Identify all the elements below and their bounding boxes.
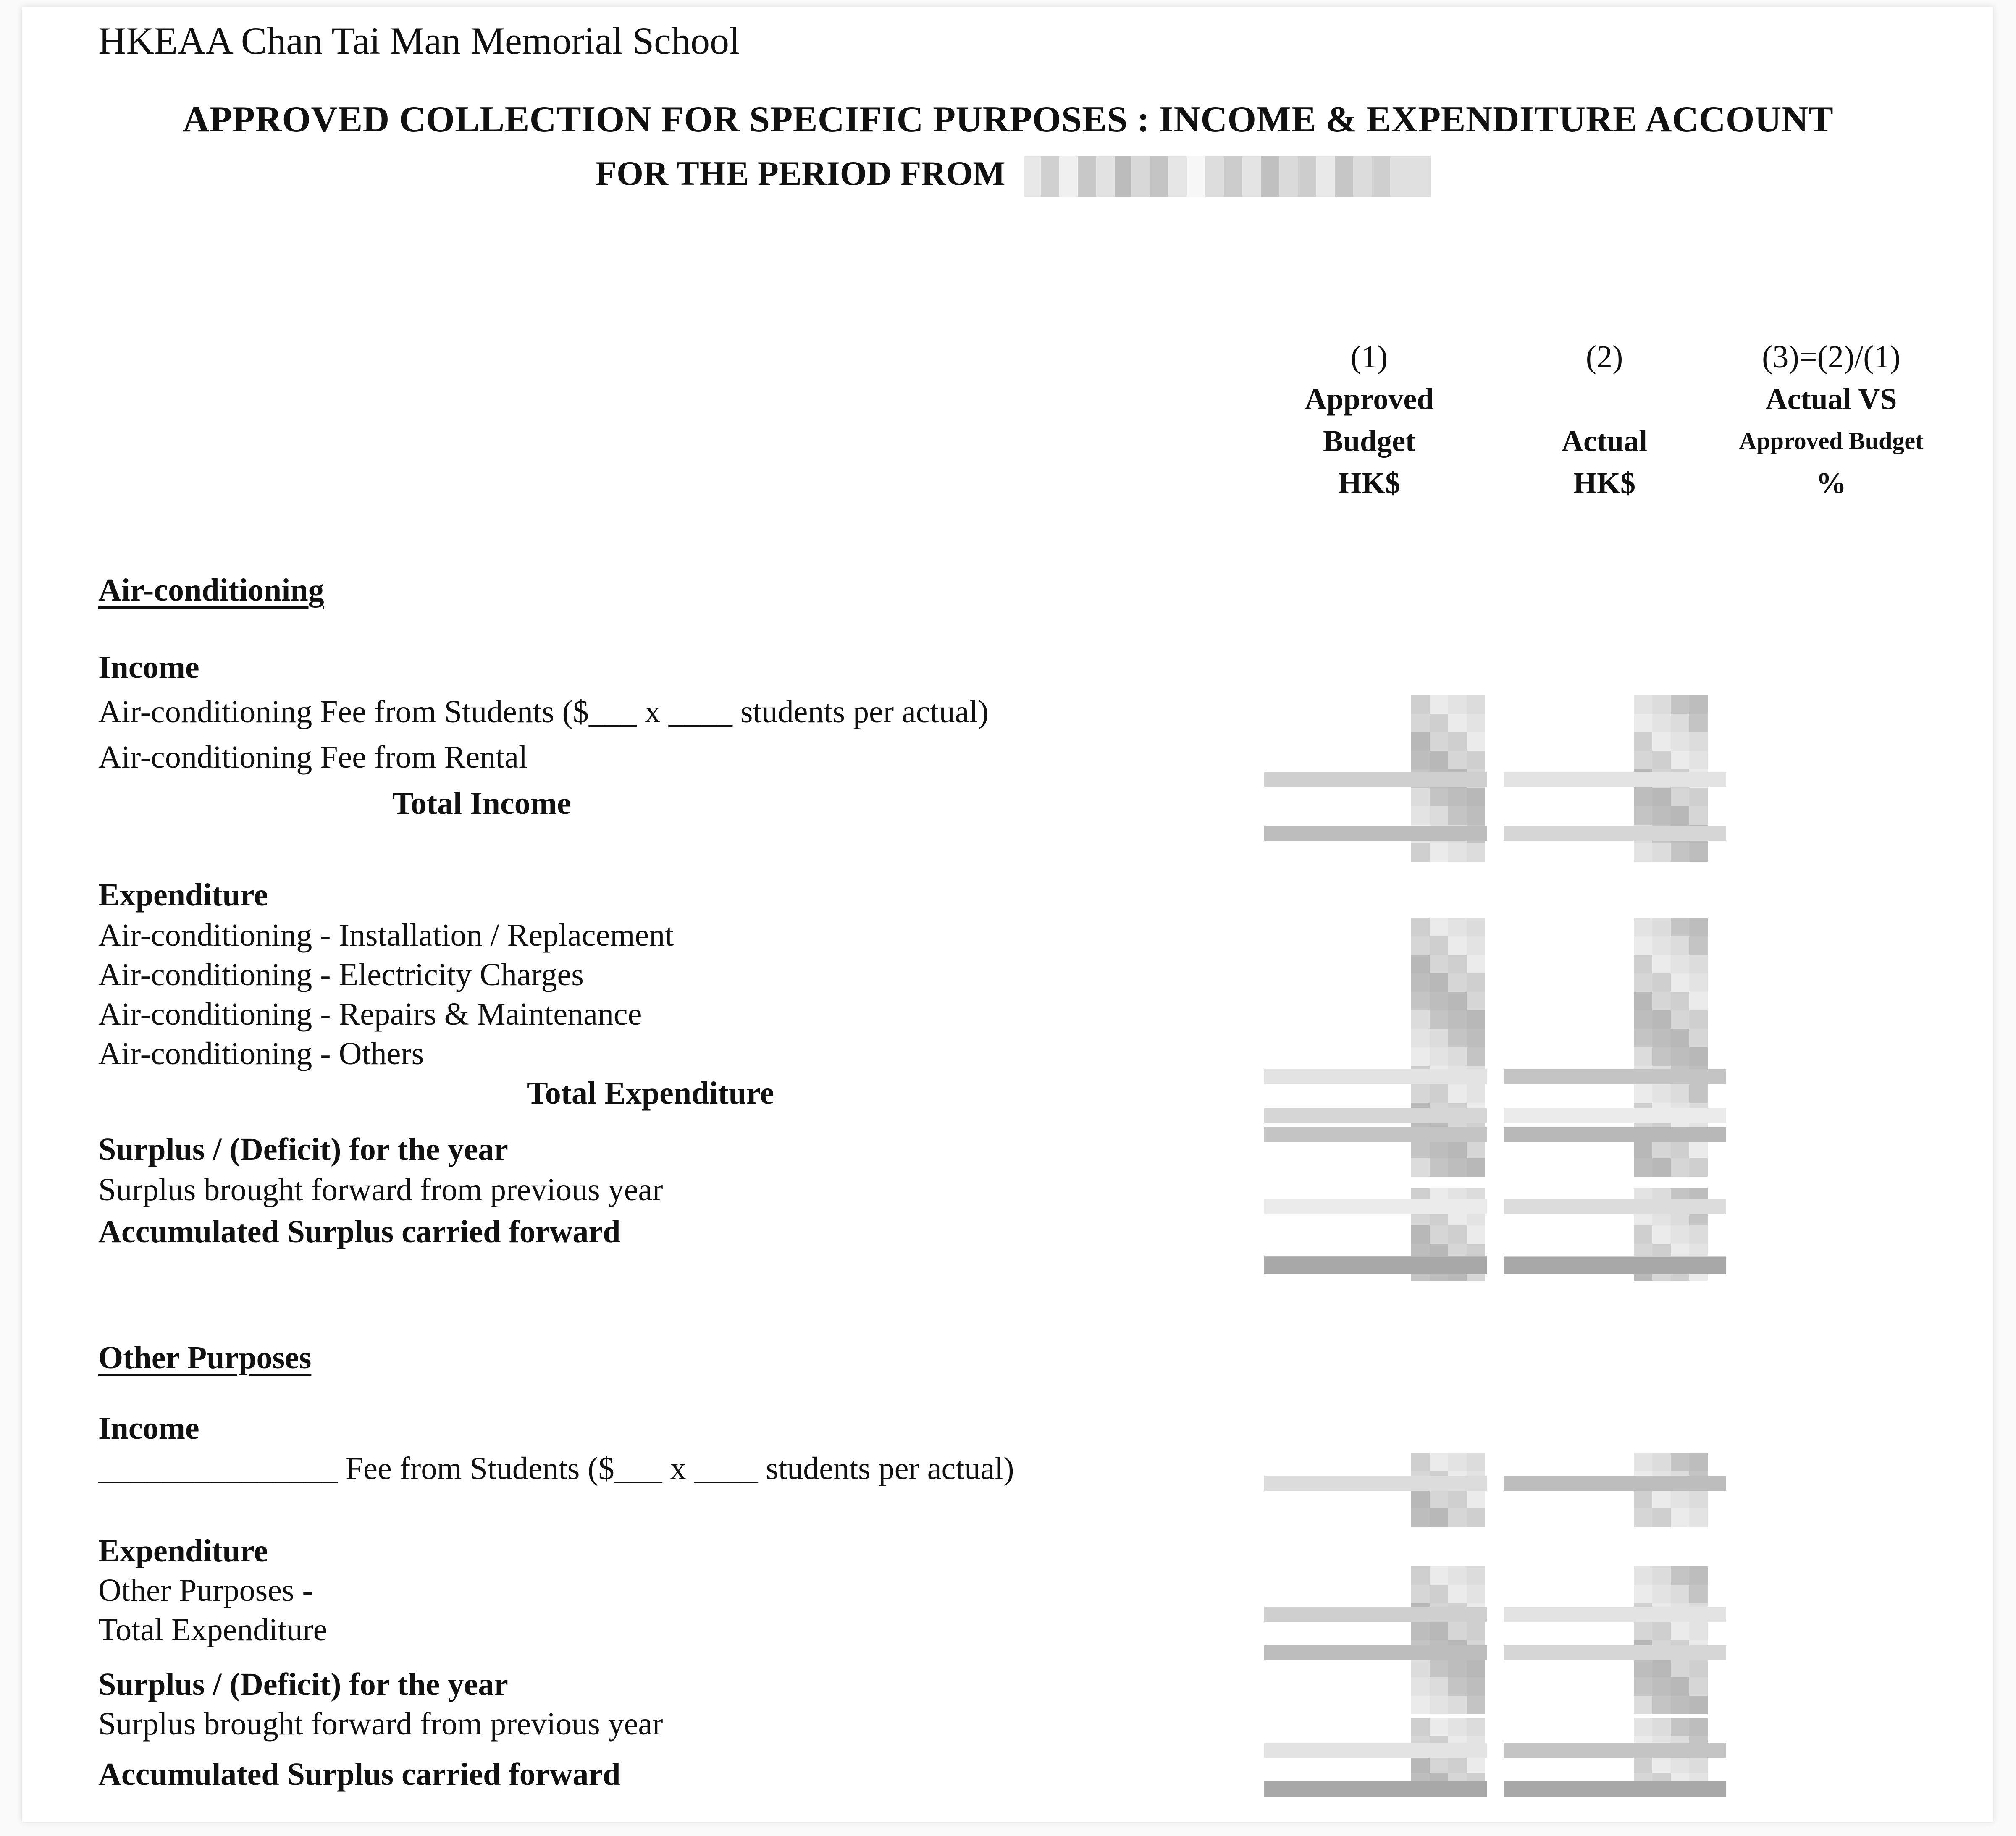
redacted-amount-pixel: [1634, 1677, 1652, 1696]
redacted-amount-pixel: [1430, 1718, 1448, 1736]
redacted-rule-pixel: [1264, 772, 1487, 787]
redacted-amount-pixel: [1430, 732, 1448, 751]
redacted-amount-pixel: [1448, 1696, 1467, 1714]
redacted-double-rule: [1504, 1781, 1726, 1797]
redacted-amount-pixel: [1652, 806, 1671, 825]
redacted-amount-pixel: [1671, 714, 1689, 732]
redacted-amount-pixel: [1448, 1010, 1467, 1029]
redacted-amount-pixel: [1448, 695, 1467, 714]
redacted-amount-pixel: [1652, 992, 1671, 1010]
redacted-amount-pixel: [1448, 1140, 1467, 1158]
redacted-amount-pixel: [1689, 1047, 1708, 1066]
redacted-amount-pixel: [1430, 1566, 1448, 1585]
redacted-amount-pixel: [1689, 1490, 1708, 1508]
redacted-amount-pixel: [1634, 695, 1652, 714]
redacted-amount-pixel: [1448, 1453, 1467, 1471]
column-header-actual: (2) Actual HK$: [1562, 339, 1647, 500]
redacted-double-rule: [1504, 1257, 1726, 1274]
redacted-rule-pixel: [1504, 1607, 1726, 1622]
redacted-amount-pixel: [1467, 1084, 1485, 1103]
redacted-amount-pixel: [1411, 1010, 1430, 1029]
redacted-amount-pixel: [1467, 1718, 1485, 1736]
redacted-amount-pixel: [1689, 751, 1708, 769]
redacted-double-rule: [1264, 1781, 1487, 1797]
redacted-amount-pixel: [1448, 806, 1467, 825]
redacted-amount-pixel: [1467, 992, 1485, 1010]
surplus-deficit-label: Surplus / (Deficit) for the year: [98, 1132, 508, 1167]
redacted-amount-pixel: [1430, 1453, 1448, 1471]
redacted-amount-pixel: [1652, 936, 1671, 955]
redacted-amount-pixel: [1634, 1622, 1652, 1640]
redacted-amount-pixel: [1467, 1029, 1485, 1047]
redacted-amount-pixel: [1634, 806, 1652, 825]
redacted-amount-pixel: [1652, 1677, 1671, 1696]
redacted-amount-pixel: [1671, 1566, 1689, 1585]
redacted-amount-pixel: [1634, 1029, 1652, 1047]
redacted-amount-pixel: [1634, 1140, 1652, 1158]
redacted-amount-pixel: [1634, 1696, 1652, 1714]
redacted-amount-pixel: [1671, 1718, 1689, 1736]
redacted-rule-pixel: [1504, 1127, 1726, 1142]
redacted-amount-pixel: [1448, 1659, 1467, 1677]
redacted-amount-pixel: [1689, 1508, 1708, 1527]
redacted-amount-pixel: [1689, 973, 1708, 992]
redacted-amount-pixel: [1430, 1677, 1448, 1696]
income-heading: Income: [98, 650, 200, 685]
redacted-amount-pixel: [1671, 1490, 1689, 1508]
total-expenditure-label: Total Expenditure: [527, 1075, 774, 1111]
expenditure-item: Air-conditioning - Electricity Charges: [98, 957, 584, 992]
redacted-amount-pixel: [1634, 751, 1652, 769]
redacted-amount-pixel: [1652, 1010, 1671, 1029]
redacted-amount-pixel: [1467, 1453, 1485, 1471]
redacted-amount-pixel: [1467, 1490, 1485, 1508]
redacted-amount-pixel: [1467, 1659, 1485, 1677]
redacted-amount-pixel: [1448, 788, 1467, 806]
redacted-amount-pixel: [1634, 918, 1652, 936]
redacted-amount-pixel: [1430, 806, 1448, 825]
redacted-amount-pixel: [1448, 1029, 1467, 1047]
redacted-amount-pixel: [1467, 936, 1485, 955]
redacted-rule-pixel: [1504, 826, 1726, 841]
redacted-amount-pixel: [1689, 936, 1708, 955]
redacted-amount-pixel: [1689, 1453, 1708, 1471]
redacted-amount-pixel: [1689, 732, 1708, 751]
redacted-amount-pixel: [1467, 751, 1485, 769]
redacted-rule-pixel: [1264, 1743, 1487, 1758]
redacted-amount-pixel: [1467, 1010, 1485, 1029]
redacted-amount-pixel: [1634, 1158, 1652, 1177]
redacted-amount-pixel: [1411, 1677, 1430, 1696]
redacted-amount-pixel: [1634, 1047, 1652, 1066]
redacted-rule-pixel: [1504, 772, 1726, 787]
redacted-amount-pixel: [1430, 1508, 1448, 1527]
report-title: APPROVED COLLECTION FOR SPECIFIC PURPOSES : INCOME & EXPENDITURE ACCOUNT: [182, 99, 1834, 140]
redacted-rule-pixel: [1264, 1645, 1487, 1660]
redacted-amount-pixel: [1430, 788, 1448, 806]
redacted-amount-pixel: [1652, 1659, 1671, 1677]
column-header-actual-vs-budget: (3)=(2)/(1) Actual VS Approved Budget %: [1739, 339, 1924, 500]
income-item-fee-from-students: Air-conditioning Fee from Students ($___ x ____ students per actual): [98, 694, 989, 729]
redacted-amount-pixel: [1652, 843, 1671, 862]
redacted-amount-pixel: [1652, 1622, 1671, 1640]
redacted-amount-pixel: [1448, 843, 1467, 862]
redacted-amount-pixel: [1411, 955, 1430, 973]
redacted-amount-pixel: [1448, 1158, 1467, 1177]
redacted-amount-pixel: [1448, 732, 1467, 751]
redacted-amount-pixel: [1634, 1453, 1652, 1471]
redacted-amount-pixel: [1467, 973, 1485, 992]
redacted-amount-pixel: [1430, 1029, 1448, 1047]
redacted-amount-pixel: [1671, 806, 1689, 825]
redacted-amount-pixel: [1634, 955, 1652, 973]
redacted-amount-pixel: [1467, 1677, 1485, 1696]
redacted-rule-pixel: [1264, 1127, 1487, 1142]
redacted-amount-pixel: [1689, 1010, 1708, 1029]
redacted-double-rule: [1264, 1257, 1487, 1274]
redacted-amount-pixel: [1448, 918, 1467, 936]
redacted-rule-pixel: [1504, 1199, 1726, 1214]
other-expenditure-item: Other Purposes -: [98, 1573, 313, 1608]
redacted-amount-pixel: [1411, 1659, 1430, 1677]
redacted-amount-pixel: [1467, 1696, 1485, 1714]
redacted-amount-pixel: [1467, 1622, 1485, 1640]
other-income-heading: Income: [98, 1411, 200, 1446]
redacted-amount-pixel: [1467, 788, 1485, 806]
redacted-amount-pixel: [1448, 1084, 1467, 1103]
redacted-amount-pixel: [1671, 1677, 1689, 1696]
total-income-label: Total Income: [392, 786, 571, 821]
redacted-amount-pixel: [1671, 1585, 1689, 1603]
redacted-period-dates: [1024, 156, 1431, 197]
redacted-amount-pixel: [1671, 751, 1689, 769]
income-item-fee-from-rental: Air-conditioning Fee from Rental: [98, 740, 528, 775]
redacted-amount-pixel: [1671, 1084, 1689, 1103]
redacted-amount-pixel: [1430, 992, 1448, 1010]
redacted-amount-pixel: [1652, 751, 1671, 769]
redacted-amount-pixel: [1467, 955, 1485, 973]
redacted-amount-pixel: [1652, 732, 1671, 751]
redacted-amount-pixel: [1467, 843, 1485, 862]
redacted-amount-pixel: [1652, 1585, 1671, 1603]
redacted-amount-pixel: [1689, 1084, 1708, 1103]
redacted-amount-pixel: [1671, 1508, 1689, 1527]
redacted-amount-pixel: [1467, 732, 1485, 751]
redacted-amount-pixel: [1411, 936, 1430, 955]
redacted-amount-pixel: [1689, 1158, 1708, 1177]
redacted-amount-pixel: [1448, 955, 1467, 973]
redacted-amount-pixel: [1448, 1566, 1467, 1585]
expenditure-heading: Expenditure: [98, 877, 268, 913]
redacted-amount-pixel: [1689, 788, 1708, 806]
redacted-amount-pixel: [1689, 1659, 1708, 1677]
redacted-amount-pixel: [1689, 714, 1708, 732]
redacted-amount-pixel: [1430, 1585, 1448, 1603]
redacted-amount-pixel: [1634, 1508, 1652, 1527]
redacted-amount-pixel: [1430, 955, 1448, 973]
redacted-rule-pixel: [1504, 1743, 1726, 1758]
redacted-amount-pixel: [1467, 1225, 1485, 1244]
redacted-amount-pixel: [1467, 714, 1485, 732]
redacted-amount-pixel: [1634, 1010, 1652, 1029]
school-name: HKEAA Chan Tai Man Memorial School: [98, 19, 740, 62]
redacted-amount-pixel: [1411, 751, 1430, 769]
redacted-amount-pixel: [1652, 955, 1671, 973]
redacted-amount-pixel: [1448, 1490, 1467, 1508]
redacted-amount-pixel: [1652, 1508, 1671, 1527]
redacted-amount-pixel: [1652, 1140, 1671, 1158]
redacted-amount-pixel: [1634, 1585, 1652, 1603]
redacted-amount-pixel: [1411, 992, 1430, 1010]
redacted-amount-pixel: [1689, 1696, 1708, 1714]
redacted-amount-pixel: [1671, 1696, 1689, 1714]
redacted-amount-pixel: [1652, 1029, 1671, 1047]
redacted-amount-pixel: [1430, 1659, 1448, 1677]
redacted-amount-pixel: [1430, 843, 1448, 862]
redacted-amount-pixel: [1689, 918, 1708, 936]
redacted-rule-pixel: [1504, 1069, 1726, 1084]
redacted-amount-pixel: [1448, 751, 1467, 769]
surplus-brought-forward-label: Surplus brought forward from previous year: [98, 1172, 663, 1207]
redacted-amount-pixel: [1652, 1225, 1671, 1244]
redacted-amount-pixel: [1671, 1047, 1689, 1066]
redacted-amount-pixel: [1430, 1225, 1448, 1244]
redacted-amount-pixel: [1689, 843, 1708, 862]
redacted-amount-pixel: [1689, 1718, 1708, 1736]
redacted-amount-pixel: [1430, 1010, 1448, 1029]
redacted-amount-pixel: [1671, 1158, 1689, 1177]
redacted-amount-pixel: [1430, 973, 1448, 992]
redacted-amount-pixel: [1411, 1453, 1430, 1471]
section-heading-air-conditioning: Air-conditioning: [98, 572, 324, 608]
redacted-amount-pixel: [1671, 1453, 1689, 1471]
redacted-amount-pixel: [1671, 973, 1689, 992]
redacted-amount-pixel: [1689, 1225, 1708, 1244]
redacted-amount-pixel: [1430, 918, 1448, 936]
redacted-amount-pixel: [1652, 788, 1671, 806]
redacted-amount-pixel: [1448, 936, 1467, 955]
redacted-amount-pixel: [1411, 843, 1430, 862]
redacted-amount-pixel: [1634, 1566, 1652, 1585]
redacted-amount-pixel: [1430, 1622, 1448, 1640]
other-surplus-brought-forward-label: Surplus brought forward from previous year: [98, 1706, 663, 1742]
redacted-amount-pixel: [1689, 992, 1708, 1010]
redacted-amount-pixel: [1430, 751, 1448, 769]
redacted-amount-pixel: [1671, 695, 1689, 714]
redacted-amount-pixel: [1652, 973, 1671, 992]
redacted-amount-pixel: [1634, 973, 1652, 992]
redacted-rule-pixel: [1264, 1607, 1487, 1622]
redacted-amount-pixel: [1411, 806, 1430, 825]
redacted-amount-pixel: [1448, 1677, 1467, 1696]
redacted-amount-pixel: [1411, 1047, 1430, 1066]
redacted-amount-pixel: [1634, 788, 1652, 806]
redacted-amount-pixel: [1652, 1718, 1671, 1736]
redacted-amount-pixel: [1411, 1566, 1430, 1585]
redacted-amount-pixel: [1448, 1508, 1467, 1527]
redacted-amount-pixel: [1652, 1490, 1671, 1508]
redacted-amount-pixel: [1448, 1718, 1467, 1736]
redacted-amount-pixel: [1430, 1084, 1448, 1103]
document-page: [22, 7, 1993, 1822]
redacted-amount-pixel: [1671, 1225, 1689, 1244]
redacted-amount-pixel: [1448, 1225, 1467, 1244]
redacted-amount-pixel: [1467, 1566, 1485, 1585]
redacted-amount-pixel: [1430, 1158, 1448, 1177]
redacted-amount-pixel: [1411, 1622, 1430, 1640]
redacted-amount-pixel: [1671, 788, 1689, 806]
redacted-amount-pixel: [1652, 714, 1671, 732]
redacted-amount-pixel: [1448, 1585, 1467, 1603]
redacted-rule-pixel: [1504, 1108, 1726, 1123]
redacted-amount-pixel: [1448, 1622, 1467, 1640]
redacted-amount-pixel: [1411, 714, 1430, 732]
redacted-rule-pixel: [1504, 1645, 1726, 1660]
accumulated-surplus-label: Accumulated Surplus carried forward: [98, 1214, 621, 1249]
redacted-amount-pixel: [1411, 1158, 1430, 1177]
redacted-amount-pixel: [1671, 1029, 1689, 1047]
redacted-amount-pixel: [1430, 1490, 1448, 1508]
redacted-amount-pixel: [1689, 1029, 1708, 1047]
redacted-rule-pixel: [1504, 1476, 1726, 1491]
redacted-amount-pixel: [1634, 1659, 1652, 1677]
redacted-amount-pixel: [1430, 714, 1448, 732]
redacted-amount-pixel: [1671, 992, 1689, 1010]
redacted-amount-pixel: [1411, 1029, 1430, 1047]
redacted-amount-pixel: [1671, 843, 1689, 862]
redacted-amount-pixel: [1467, 1140, 1485, 1158]
other-accumulated-surplus-label: Accumulated Surplus carried forward: [98, 1757, 621, 1792]
redacted-amount-pixel: [1671, 1010, 1689, 1029]
expenditure-item: Air-conditioning - Others: [98, 1036, 424, 1071]
expenditure-item: Air-conditioning - Installation / Replacement: [98, 918, 674, 953]
redacted-amount-pixel: [1411, 695, 1430, 714]
redacted-amount-pixel: [1671, 1622, 1689, 1640]
redacted-amount-pixel: [1652, 918, 1671, 936]
redacted-amount-pixel: [1634, 992, 1652, 1010]
other-surplus-deficit-label: Surplus / (Deficit) for the year: [98, 1667, 508, 1702]
redacted-amount-pixel: [1634, 1084, 1652, 1103]
redacted-amount-pixel: [1411, 918, 1430, 936]
other-income-item-fee-from-students: _______________ Fee from Students ($___ x ____ students per actual): [98, 1451, 1014, 1486]
redacted-amount-pixel: [1448, 714, 1467, 732]
redacted-amount-pixel: [1634, 714, 1652, 732]
redacted-rule-pixel: [1264, 1476, 1487, 1491]
redacted-amount-pixel: [1430, 1047, 1448, 1066]
redacted-amount-pixel: [1467, 1585, 1485, 1603]
redacted-rule-pixel: [1264, 826, 1487, 841]
redacted-amount-pixel: [1634, 936, 1652, 955]
redacted-amount-pixel: [1467, 1047, 1485, 1066]
redacted-rule-pixel: [1264, 1199, 1487, 1214]
redacted-amount-pixel: [1411, 1225, 1430, 1244]
other-total-expenditure-label: Total Expenditure: [98, 1612, 328, 1647]
redacted-amount-pixel: [1671, 1659, 1689, 1677]
section-heading-other-purposes: Other Purposes: [98, 1340, 312, 1375]
expenditure-item: Air-conditioning - Repairs & Maintenance: [98, 997, 642, 1032]
redacted-amount-pixel: [1634, 732, 1652, 751]
redacted-amount-pixel: [1467, 918, 1485, 936]
redacted-amount-pixel: [1671, 955, 1689, 973]
redacted-amount-pixel: [1430, 695, 1448, 714]
column-header-approved-budget: (1) Approved Budget HK$: [1305, 339, 1434, 500]
redacted-amount-pixel: [1652, 1696, 1671, 1714]
redacted-amount-pixel: [1689, 1140, 1708, 1158]
redacted-amount-pixel: [1634, 1718, 1652, 1736]
redacted-amount-pixel: [1652, 1566, 1671, 1585]
redacted-amount-pixel: [1411, 1718, 1430, 1736]
period-label: FOR THE PERIOD FROM: [596, 154, 1005, 192]
redacted-amount-pixel: [1430, 1140, 1448, 1158]
redacted-amount-pixel: [1689, 1585, 1708, 1603]
redacted-amount-pixel: [1652, 695, 1671, 714]
redacted-amount-pixel: [1448, 992, 1467, 1010]
redacted-amount-pixel: [1634, 1490, 1652, 1508]
redacted-amount-pixel: [1689, 1622, 1708, 1640]
redacted-amount-pixel: [1689, 955, 1708, 973]
redacted-amount-pixel: [1411, 1696, 1430, 1714]
redacted-amount-pixel: [1411, 1140, 1430, 1158]
redacted-amount-pixel: [1467, 1158, 1485, 1177]
redacted-amount-pixel: [1689, 1677, 1708, 1696]
redacted-amount-pixel: [1652, 1453, 1671, 1471]
redacted-amount-pixel: [1652, 1084, 1671, 1103]
redacted-amount-pixel: [1411, 788, 1430, 806]
redacted-amount-pixel: [1430, 936, 1448, 955]
redacted-amount-pixel: [1411, 1508, 1430, 1527]
redacted-amount-pixel: [1411, 1490, 1430, 1508]
redacted-amount-pixel: [1671, 918, 1689, 936]
redacted-amount-pixel: [1689, 1566, 1708, 1585]
redacted-amount-pixel: [1689, 806, 1708, 825]
redacted-amount-pixel: [1652, 1158, 1671, 1177]
redacted-amount-pixel: [1652, 1047, 1671, 1066]
redacted-amount-pixel: [1411, 732, 1430, 751]
redacted-amount-pixel: [1467, 806, 1485, 825]
redacted-amount-pixel: [1634, 843, 1652, 862]
other-expenditure-heading: Expenditure: [98, 1533, 268, 1568]
redacted-amount-pixel: [1467, 695, 1485, 714]
redacted-amount-pixel: [1467, 1508, 1485, 1527]
redacted-amount-pixel: [1430, 1696, 1448, 1714]
redacted-amount-pixel: [1411, 1084, 1430, 1103]
redacted-amount-pixel: [1448, 973, 1467, 992]
redacted-amount-pixel: [1411, 973, 1430, 992]
redacted-amount-pixel: [1671, 936, 1689, 955]
redacted-amount-pixel: [1671, 1140, 1689, 1158]
redacted-amount-pixel: [1634, 1225, 1652, 1244]
redacted-amount-pixel: [1689, 695, 1708, 714]
redacted-rule-pixel: [1264, 1108, 1487, 1123]
redacted-amount-pixel: [1411, 1585, 1430, 1603]
redacted-amount-pixel: [1671, 732, 1689, 751]
redacted-rule-pixel: [1264, 1069, 1487, 1084]
redacted-amount-pixel: [1448, 1047, 1467, 1066]
